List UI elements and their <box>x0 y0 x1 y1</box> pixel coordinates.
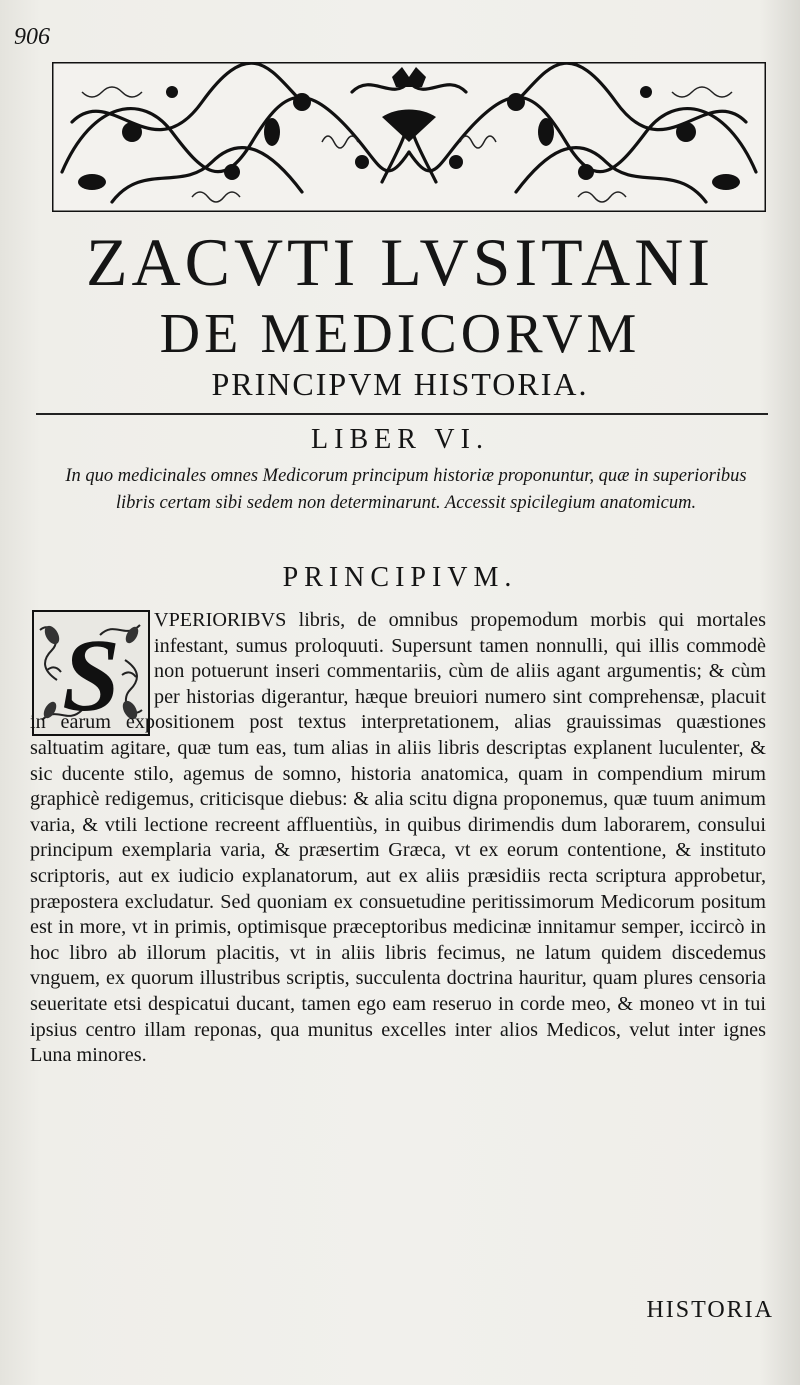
title-rule <box>36 413 768 415</box>
title-line-1: ZACVTI LVSITANI <box>85 224 715 300</box>
catchword: HISTORIA <box>646 1297 774 1323</box>
page-number: 906 <box>14 24 50 50</box>
initial-spacer <box>30 608 154 708</box>
body-text <box>30 608 766 1069</box>
ornamental-headpiece <box>52 62 766 212</box>
body-paragraph <box>30 608 766 1069</box>
body-lead-word: VPERIORIBVS <box>154 609 287 631</box>
initial-letter: S <box>62 618 120 733</box>
book-heading: LIBER VI. <box>311 424 489 455</box>
book-argument: In quo medicinales omnes Medicorum principum historiæ proponuntur, quæ in superioribus libris certam sibi sedem non determinarunt. Accessit spicilegium anatomicum. <box>65 466 747 513</box>
title-line-2: DE MEDICORVM <box>159 303 641 365</box>
section-heading: PRINCIPIVM. <box>282 562 518 593</box>
body-paragraph-text: libris, de omnibus propemodum morbis qui mortales infestant, sumus proloquuti. Supersunt tamen nonnulli, qui illis commodè non potuerunt inseri commentariis, cùm de aliis agant argumentis; & cùm per historias digerantur, hæque breuiori numero sint comprehensæ, placuit in earum expositionem post textus interpretationem, alias grauissimas quæstiones saltuatim agitare, quæ tum eas, tum alias in aliis libris descriptas explanent luculenter, & sic ducente stilo, agemus de somno, historia anatomica, quam in compendium mirum graphicè redigemus, criticisque diebus: & alia scitu digna proponemus, quæ tuum animum varia, & vtili lectione recreent affluentiùs, in quibus dirimendis dum laborarem, consului principum exemplaria varia, & præsertim Græca, vt ex eorum contentione, & instituto scriptoris, aut ex iudicio explanatorum, aut ex aliis præsidiis recta scriptura approbetur, præpostera excludatur. Sed quoniam ex consuetudine peritissimorum Medicorum positum est in more, vt in primis, optimisque præceptoribus medicinæ innitamur semper, iccircò in hoc libro ab illorum placitis, vt in aliis libris fecimus, ne latum quidem discedemus vnguem, ex quorum illustribus scriptis, succulenta doctrina hauritur, quam plures censoria seueritate etsi despicatui ducant, tamen ego eam reseruo in corde meo, & moneo vt in tui ipsius centro illam reponas, qua munitus excelles inter alios Medicos, velut inter ignes Luna minores. <box>30 609 766 1067</box>
title-line-3: PRINCIPVM HISTORIA. <box>211 366 589 402</box>
